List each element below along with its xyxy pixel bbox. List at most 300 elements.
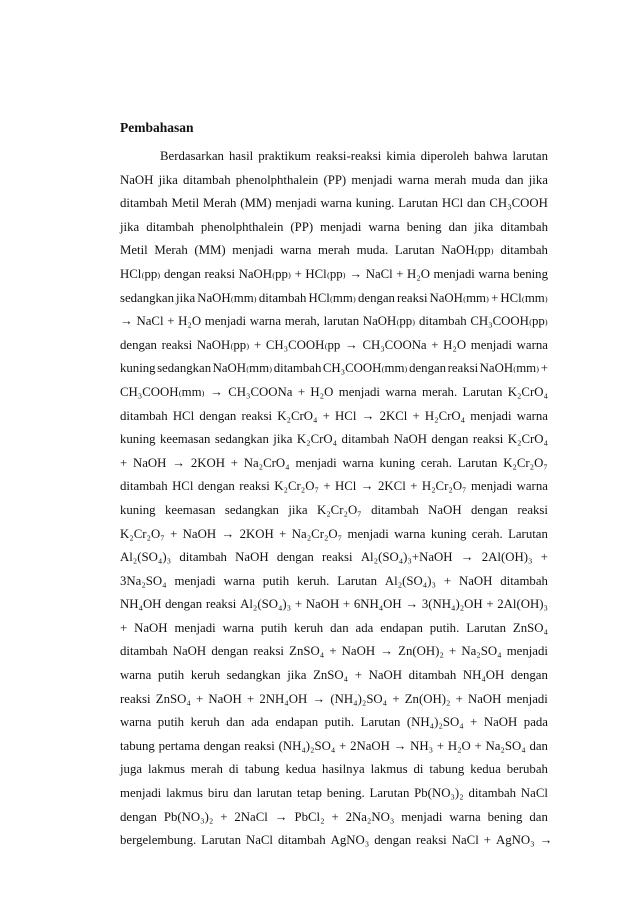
word: ditambah — [277, 833, 326, 848]
word: kuning — [120, 361, 156, 376]
word: biru — [207, 786, 229, 801]
word: cerah. — [420, 455, 452, 470]
paragraph-line — [120, 288, 548, 312]
word: tabung — [120, 738, 155, 753]
word: menjadi — [275, 196, 317, 211]
word: dengan — [409, 361, 447, 376]
paragraph-line — [120, 712, 548, 736]
word: + — [331, 809, 339, 824]
word: + — [412, 408, 420, 423]
word: H₂O — [443, 337, 467, 352]
word: 3(NH₄)₂OH — [421, 597, 483, 612]
word: menjadi — [232, 243, 274, 258]
word: warna — [223, 573, 255, 588]
word: reaksi — [396, 290, 428, 305]
word: dengan — [120, 809, 157, 824]
word: NaOH — [368, 668, 402, 683]
word: 6NH₄OH — [353, 597, 402, 612]
word: ditambah — [500, 219, 548, 234]
word: ditambah — [468, 786, 517, 801]
word: + — [448, 644, 457, 659]
word: dengan — [199, 408, 237, 423]
word: + — [329, 644, 337, 659]
word: phenolphthalein — [200, 219, 284, 234]
word: reaksi — [120, 691, 151, 706]
word: phenolphthalein — [235, 172, 319, 187]
word: Metil — [171, 196, 200, 211]
word: Zn(OH)₂ — [398, 644, 444, 659]
paragraph-line — [120, 453, 548, 477]
word: bening — [406, 219, 442, 234]
word: (NH₄)₂SO₄ — [330, 691, 388, 706]
word: menjadi — [174, 620, 216, 635]
word: dengan — [203, 738, 241, 753]
word: ditambah — [371, 502, 419, 517]
word: + — [323, 479, 331, 494]
word: + — [120, 455, 128, 470]
word: Larutan — [369, 786, 410, 801]
word: K₂CrO₄ — [507, 432, 548, 447]
paragraph-line — [120, 689, 548, 713]
paragraph-line — [120, 759, 548, 783]
word: bening — [487, 809, 523, 824]
word: → — [539, 833, 553, 848]
word: menjadi — [320, 219, 362, 234]
word: NaCl — [451, 833, 479, 848]
word: jika — [176, 290, 196, 305]
word: dengan — [197, 479, 235, 494]
word: pertama — [158, 738, 200, 753]
word: + — [294, 266, 302, 281]
word: ditambah — [120, 644, 168, 659]
word: 2Na₂NO₃ — [345, 809, 395, 824]
word: reaksi — [322, 550, 353, 565]
paragraph-line — [120, 240, 548, 264]
word: NaOH₍pp₎ — [196, 337, 250, 352]
word: NaOH — [341, 644, 376, 659]
word: warna — [120, 668, 152, 683]
word: ditambah — [273, 361, 322, 376]
paragraph-line — [120, 476, 548, 500]
paragraph-line — [120, 665, 548, 689]
word: tetap — [296, 786, 322, 801]
word: muda — [471, 172, 500, 187]
paragraph-line — [120, 217, 548, 241]
word: NaOH₍mm₎ — [197, 290, 257, 305]
word: diperoleh — [420, 149, 469, 163]
word: warna — [368, 219, 400, 234]
word: → — [221, 526, 235, 541]
section-heading: Pembahasan — [120, 120, 194, 135]
word: lakmus — [370, 762, 408, 777]
word: NaOH — [428, 502, 462, 517]
word: (PP) — [323, 172, 347, 187]
paragraph-line — [120, 547, 548, 571]
word: reaksi — [244, 738, 275, 753]
word: + — [170, 526, 178, 541]
word: reaksi — [447, 361, 479, 376]
word: + — [392, 691, 400, 706]
word: AgNO₃ — [495, 833, 535, 848]
word: → — [172, 455, 186, 470]
word: + — [297, 384, 306, 399]
word: Zn(OH)₂ — [404, 691, 451, 706]
word: + — [410, 479, 418, 494]
paragraph-line — [120, 594, 548, 618]
word: jika — [528, 172, 548, 187]
paragraph-line — [120, 500, 548, 524]
word: menjadi — [506, 691, 548, 706]
word: warna — [320, 196, 352, 211]
paragraph-line — [120, 193, 548, 217]
word: (NH₄)₂SO₄ — [278, 738, 336, 753]
word: HCl₍mm₎ — [500, 290, 548, 305]
word: dan — [505, 172, 524, 187]
word: putih — [260, 620, 288, 635]
word: kuning — [120, 432, 156, 447]
word: jika — [273, 432, 293, 447]
word: dan — [330, 620, 349, 635]
word: Na₂SO₄ — [485, 738, 526, 753]
paragraph-line — [120, 429, 548, 453]
word: dan — [448, 219, 468, 234]
word: reaksi — [204, 266, 236, 281]
word: kuning — [430, 526, 467, 541]
paragraph-line — [120, 358, 548, 382]
paragraph-line — [120, 783, 548, 807]
word: K₂Cr₂O₇ — [316, 502, 362, 517]
word: + — [354, 668, 362, 683]
word: CH₃COOH₍mm₎ — [120, 384, 205, 399]
word: jika — [474, 219, 494, 234]
word: PbCl₂ — [294, 809, 325, 824]
word: ZnSO₄ — [289, 644, 325, 659]
word: dan — [529, 738, 548, 753]
word: ditambah — [500, 243, 548, 258]
word: dengan — [163, 266, 201, 281]
word: dengan — [510, 668, 548, 683]
word: warna — [394, 526, 426, 541]
word: Al₂(SO₄)₃ — [384, 573, 436, 588]
word: menjadi — [401, 809, 443, 824]
word: menjadi — [174, 573, 216, 588]
word: 2NaOH — [350, 738, 390, 753]
word: (MM) — [240, 196, 272, 211]
word: jika — [120, 219, 140, 234]
word: 2Al(OH)₃ — [481, 550, 533, 565]
word: Na₂Cr₂O₇ — [291, 526, 343, 541]
word: kuning — [379, 455, 416, 470]
word: NaOH — [134, 620, 168, 635]
word: CH₃COOH₍pp₎ — [470, 314, 548, 329]
word: + — [396, 266, 404, 281]
word: H₂O — [178, 314, 202, 329]
word: muda. — [356, 243, 389, 258]
word: merah, — [284, 314, 320, 329]
word: NaOH — [208, 691, 242, 706]
word: bening — [513, 266, 548, 281]
word: (NH₄)₂SO₄ — [406, 715, 464, 730]
word: K₂Cr₂O₇ — [120, 526, 165, 541]
word: H₂Cr₂O₇ — [421, 479, 467, 494]
word: bergelembung. — [120, 833, 197, 848]
word: Al₂(SO₄)₃ — [240, 597, 292, 612]
word: + — [342, 597, 351, 612]
word: reaksi — [205, 597, 237, 612]
paragraph-line — [120, 618, 548, 642]
word: → — [349, 266, 363, 281]
word: menjadi — [204, 314, 247, 329]
word: tabung — [429, 762, 465, 777]
word: dengan — [357, 290, 395, 305]
word: menjadi — [295, 455, 337, 470]
word: ditambah — [408, 668, 457, 683]
word: Larutan — [466, 620, 506, 635]
word: NaOH — [458, 573, 493, 588]
word: putih. — [324, 715, 355, 730]
word: ditambah — [500, 573, 548, 588]
word: (PP) — [290, 219, 314, 234]
word: Al₂(SO₄)₃ — [120, 550, 172, 565]
word: warna — [478, 266, 510, 281]
word: warna — [516, 408, 548, 423]
word: juga — [120, 762, 143, 777]
word: warna — [385, 384, 417, 399]
paragraph-line — [120, 170, 548, 194]
word: tabung — [244, 762, 280, 777]
word: dan — [467, 196, 486, 211]
paragraph-line — [120, 146, 548, 170]
word: Larutan — [508, 526, 548, 541]
word: reaksi — [472, 432, 504, 447]
word: (MM) — [194, 243, 226, 258]
word: dan — [529, 809, 548, 824]
word: Na₂SO₄ — [461, 644, 502, 659]
word: HCl₍mm₎ — [308, 290, 356, 305]
word: ZnSO₄ — [313, 668, 349, 683]
word: ditambah — [179, 550, 227, 565]
word: Na₂CrO₄ — [243, 455, 290, 470]
word: ditambah — [182, 172, 231, 187]
word: lakmus — [166, 786, 204, 801]
word: putih. — [429, 620, 460, 635]
word: → — [120, 314, 133, 329]
word: kedua — [470, 762, 501, 777]
word: sedangkan — [226, 668, 281, 683]
word: Larutan — [360, 715, 401, 730]
word: warna — [516, 337, 548, 352]
word: CH₃COOH₍pp — [265, 337, 341, 352]
word: NaCl — [520, 786, 548, 801]
word: → — [393, 738, 407, 753]
word: + — [474, 738, 482, 753]
word: NH₃ — [410, 738, 434, 753]
word: Larutan — [394, 243, 435, 258]
word: + — [294, 597, 303, 612]
word: 2KOH — [239, 526, 274, 541]
word: + — [230, 455, 238, 470]
word: kuning. — [355, 196, 395, 211]
word: K₂Cr₂O₇ — [274, 479, 319, 494]
word: 2NH₄OH — [259, 691, 308, 706]
word: warna — [249, 314, 281, 329]
paragraph-line — [120, 807, 548, 831]
word: ditambah — [146, 219, 194, 234]
word: berubah — [506, 762, 548, 777]
word: hasil — [229, 149, 254, 163]
word: Al₂(SO₄)₃+NaOH — [360, 550, 453, 565]
word: warna — [280, 243, 312, 258]
word: CH₃COOH₍mm₎ — [322, 361, 408, 376]
word: Larutan — [462, 384, 503, 399]
word: menjadi — [470, 337, 512, 352]
word: kimia — [386, 149, 416, 163]
paragraph-line — [120, 311, 548, 335]
word: kuning — [120, 502, 156, 517]
word: + — [431, 337, 439, 352]
word: praktikum — [258, 149, 311, 163]
word: reaksi — [161, 337, 193, 352]
word: + — [483, 833, 491, 848]
word: H₂CrO₄ — [424, 408, 466, 423]
word: K₂Cr₂O₇ — [503, 455, 548, 470]
word: K₂CrO₄ — [507, 384, 548, 399]
word: + — [540, 361, 548, 376]
word: menjadi — [120, 786, 162, 801]
word: → — [312, 691, 326, 706]
word: dengan — [211, 644, 249, 659]
word: NaOH₍mm₎ — [479, 361, 540, 376]
word: → — [274, 809, 288, 824]
word: dengan — [120, 337, 157, 352]
word: merah — [190, 762, 223, 777]
word: + — [167, 314, 175, 329]
word: CH₃COONa — [228, 384, 293, 399]
word: NaCl — [365, 266, 393, 281]
word: K₂CrO₄ — [277, 408, 318, 423]
word: warna — [222, 620, 254, 635]
word: jika — [288, 502, 308, 517]
paragraph-line — [120, 335, 548, 359]
word: + — [443, 573, 452, 588]
word: CH₃COONa — [362, 337, 427, 352]
word: + — [220, 809, 228, 824]
word: keruh. — [296, 573, 330, 588]
word: CH₃COOH — [489, 196, 548, 211]
word: ditambah — [341, 432, 390, 447]
word: keemasan — [159, 432, 211, 447]
word: Berdasarkan — [160, 149, 224, 163]
word: warna — [342, 455, 374, 470]
word: menjadi — [433, 266, 475, 281]
word: warna — [449, 809, 481, 824]
paragraph-line — [120, 406, 548, 430]
word: ada — [355, 620, 374, 635]
word: merah. — [421, 384, 458, 399]
word: sedangkan — [214, 432, 269, 447]
word: NaOH₍pp₎ — [441, 243, 494, 258]
word: reaksi — [239, 479, 270, 494]
word: NaCl — [245, 833, 273, 848]
word: → — [361, 408, 375, 423]
word: NaOH₍pp₎ — [362, 314, 416, 329]
word: ZnSO₄ — [155, 691, 191, 706]
word: + — [455, 691, 463, 706]
word: H₂O — [310, 384, 334, 399]
word: kedua — [285, 762, 317, 777]
word: keruh — [294, 620, 324, 635]
word: Larutan — [201, 833, 241, 848]
word: NaOH₍pp₎ — [238, 266, 292, 281]
word: NaOH — [393, 432, 427, 447]
word: + — [195, 691, 204, 706]
word: HCl — [172, 408, 195, 423]
word: → — [405, 597, 419, 612]
word: menjadi — [506, 644, 548, 659]
word: hasilnya — [322, 762, 365, 777]
word: cerah. — [471, 526, 503, 541]
word: NaOH — [468, 691, 502, 706]
word: 3Na₂SO₄ — [120, 573, 167, 588]
word: NH₄OH — [120, 597, 162, 612]
word: dengan — [276, 550, 314, 565]
word: NaOH — [133, 455, 167, 470]
word: merah — [434, 172, 467, 187]
word: dengan — [471, 502, 508, 517]
word: + — [322, 408, 330, 423]
word: + — [491, 290, 499, 305]
word: NaOH — [120, 172, 154, 187]
word: endapan — [380, 620, 423, 635]
word: reaksi — [253, 644, 284, 659]
word: ada — [251, 715, 269, 730]
word: sedangkan — [224, 502, 279, 517]
word: dan — [233, 786, 252, 801]
word: + — [339, 738, 347, 753]
word: merah — [317, 243, 350, 258]
paragraph-line — [120, 382, 548, 406]
word: warna — [397, 172, 430, 187]
paragraph-line — [120, 571, 548, 595]
word: + — [279, 526, 287, 541]
word: ditambah — [120, 196, 168, 211]
word: HCl — [441, 196, 464, 211]
word: AgNO₃ — [330, 833, 370, 848]
word: Pb(NO₃)₂ — [163, 809, 214, 824]
word: bahwa — [473, 149, 508, 163]
word: NH₄OH — [462, 668, 505, 683]
word: menjadi — [470, 479, 513, 494]
word: pada — [523, 715, 548, 730]
word: H₂O — [407, 266, 430, 281]
word: ZnSO₄ — [512, 620, 548, 635]
word: dengan — [374, 833, 412, 848]
paragraph-line — [120, 641, 548, 665]
word: → — [344, 337, 358, 352]
word: menjadi — [470, 408, 512, 423]
word: NaOH₍mm₎ — [429, 290, 490, 305]
word: K₂CrO₄ — [296, 432, 338, 447]
word: di — [413, 762, 424, 777]
word: larutan — [512, 149, 548, 163]
word: Larutan — [337, 573, 378, 588]
word: warna — [516, 479, 548, 494]
word: + — [540, 550, 548, 565]
word: 2NaCl — [234, 809, 268, 824]
word: reaksi-reaksi — [315, 149, 382, 163]
word: NaOH — [305, 597, 340, 612]
word: NaOH — [235, 550, 269, 565]
